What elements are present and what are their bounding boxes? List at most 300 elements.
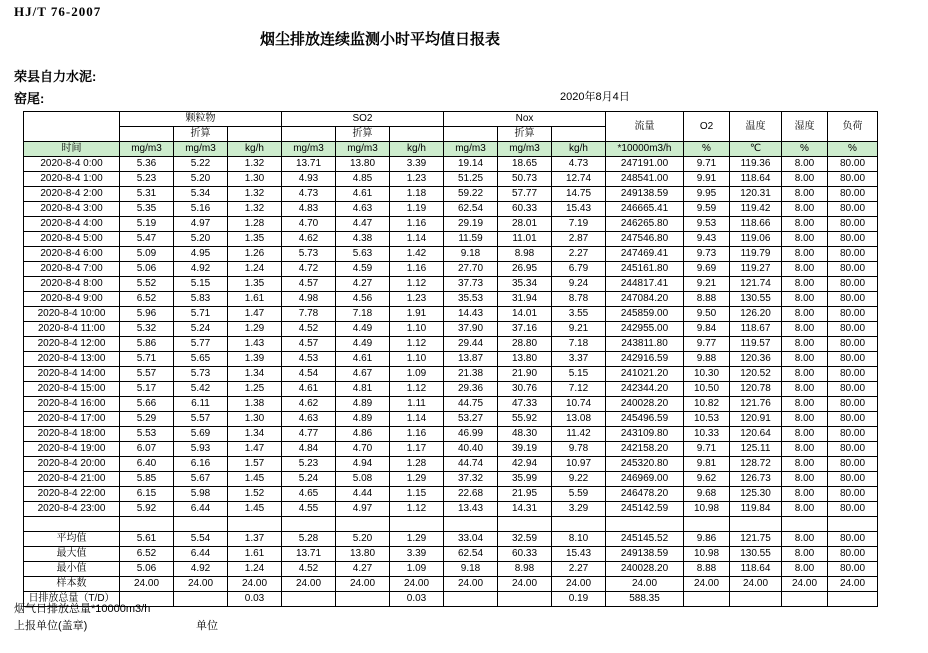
summary-cell-10: 240028.20 (606, 562, 684, 577)
summary-cell-8: 8.98 (498, 562, 552, 577)
data-cell-4: 4.57 (282, 337, 336, 352)
data-cell-5: 4.27 (336, 277, 390, 292)
data-cell-1: 5.32 (120, 322, 174, 337)
data-cell-6: 1.15 (390, 487, 444, 502)
summary-cell-1: 5.06 (120, 562, 174, 577)
data-cell-4: 4.57 (282, 277, 336, 292)
summary-cell-0: 最大值 (24, 547, 120, 562)
data-cell-9: 9.24 (552, 277, 606, 292)
data-cell-8: 55.92 (498, 412, 552, 427)
unit-humidity: % (782, 142, 828, 157)
daily-total-cell-9: 0.19 (552, 592, 606, 607)
spacer-cell-12 (730, 517, 782, 532)
data-cell-7: 29.44 (444, 337, 498, 352)
daily-total-cell-4 (282, 592, 336, 607)
table-row (24, 337, 878, 352)
table-spacer-row (24, 517, 878, 532)
data-cell-6: 1.16 (390, 427, 444, 442)
data-cell-4: 5.23 (282, 457, 336, 472)
data-cell-5: 5.63 (336, 247, 390, 262)
header-group-nox: Nox (444, 112, 606, 127)
unit-particulate-converted-mg: mg/m3 (174, 142, 228, 157)
summary-cell-10: 24.00 (606, 577, 684, 592)
summary-cell-6: 24.00 (390, 577, 444, 592)
summary-cell-14: 24.00 (828, 577, 878, 592)
data-cell-1: 5.85 (120, 472, 174, 487)
summary-cell-1: 6.52 (120, 547, 174, 562)
data-cell-8: 21.95 (498, 487, 552, 502)
data-cell-6: 1.23 (390, 292, 444, 307)
daily-total-cell-2 (174, 592, 228, 607)
data-cell-5: 4.63 (336, 202, 390, 217)
header-sub-converted-particulate: 折算 (174, 127, 228, 142)
summary-cell-7: 24.00 (444, 577, 498, 592)
header-temperature: 温度 (730, 112, 782, 142)
data-cell-1: 5.17 (120, 382, 174, 397)
table-row (24, 412, 878, 427)
data-cell-0: 2020-8-4 11:00 (24, 322, 120, 337)
data-cell-2: 4.97 (174, 217, 228, 232)
data-cell-1: 5.92 (120, 502, 174, 517)
data-cell-10: 245496.59 (606, 412, 684, 427)
unit-particulate-mg: mg/m3 (120, 142, 174, 157)
data-cell-2: 5.57 (174, 412, 228, 427)
summary-cell-0: 最小值 (24, 562, 120, 577)
data-cell-7: 19.14 (444, 157, 498, 172)
data-cell-7: 40.40 (444, 442, 498, 457)
data-cell-2: 5.98 (174, 487, 228, 502)
summary-row (24, 577, 878, 592)
data-cell-5: 4.38 (336, 232, 390, 247)
data-cell-12: 119.79 (730, 247, 782, 262)
data-cell-7: 22.68 (444, 487, 498, 502)
data-cell-3: 1.52 (228, 487, 282, 502)
data-cell-12: 126.20 (730, 307, 782, 322)
data-cell-12: 125.30 (730, 487, 782, 502)
summary-cell-1: 5.61 (120, 532, 174, 547)
data-cell-4: 5.24 (282, 472, 336, 487)
summary-cell-13: 8.00 (782, 547, 828, 562)
data-cell-3: 1.38 (228, 397, 282, 412)
data-cell-7: 35.53 (444, 292, 498, 307)
data-cell-0: 2020-8-4 6:00 (24, 247, 120, 262)
data-cell-6: 1.91 (390, 307, 444, 322)
data-cell-9: 2.27 (552, 247, 606, 262)
data-cell-14: 80.00 (828, 367, 878, 382)
emission-data-table (23, 111, 878, 607)
data-cell-0: 2020-8-4 12:00 (24, 337, 120, 352)
data-cell-3: 1.47 (228, 442, 282, 457)
data-cell-0: 2020-8-4 17:00 (24, 412, 120, 427)
header-sub-converted-nox: 折算 (498, 127, 552, 142)
summary-cell-4: 5.28 (282, 532, 336, 547)
data-cell-2: 5.69 (174, 427, 228, 442)
data-cell-3: 1.45 (228, 502, 282, 517)
data-cell-6: 1.16 (390, 217, 444, 232)
data-cell-11: 9.84 (684, 322, 730, 337)
data-cell-12: 119.42 (730, 202, 782, 217)
header-load: 负荷 (828, 112, 878, 142)
data-cell-11: 9.71 (684, 442, 730, 457)
data-cell-1: 5.96 (120, 307, 174, 322)
summary-cell-0: 平均值 (24, 532, 120, 547)
data-cell-10: 246265.80 (606, 217, 684, 232)
data-cell-8: 28.80 (498, 337, 552, 352)
data-cell-2: 5.83 (174, 292, 228, 307)
data-cell-9: 10.97 (552, 457, 606, 472)
data-cell-1: 5.71 (120, 352, 174, 367)
data-cell-8: 47.33 (498, 397, 552, 412)
data-cell-10: 247546.80 (606, 232, 684, 247)
data-cell-6: 1.11 (390, 397, 444, 412)
data-cell-5: 4.47 (336, 217, 390, 232)
data-cell-3: 1.47 (228, 307, 282, 322)
data-cell-14: 80.00 (828, 157, 878, 172)
data-cell-3: 1.35 (228, 232, 282, 247)
data-cell-13: 8.00 (782, 382, 828, 397)
data-cell-9: 9.21 (552, 322, 606, 337)
data-cell-3: 1.32 (228, 202, 282, 217)
data-cell-7: 29.36 (444, 382, 498, 397)
data-cell-5: 7.18 (336, 307, 390, 322)
data-cell-5: 4.85 (336, 172, 390, 187)
data-cell-7: 11.59 (444, 232, 498, 247)
data-cell-1: 5.19 (120, 217, 174, 232)
data-cell-11: 9.68 (684, 487, 730, 502)
footer-daily-total-note: 烟气日排放总量*10000m3/h (14, 603, 151, 615)
data-cell-6: 1.14 (390, 412, 444, 427)
summary-cell-2: 24.00 (174, 577, 228, 592)
daily-total-cell-14 (828, 592, 878, 607)
data-cell-1: 6.15 (120, 487, 174, 502)
data-cell-12: 118.66 (730, 217, 782, 232)
data-cell-2: 5.15 (174, 277, 228, 292)
data-cell-1: 6.52 (120, 292, 174, 307)
data-cell-1: 5.36 (120, 157, 174, 172)
data-cell-9: 7.18 (552, 337, 606, 352)
daily-total-cell-6: 0.03 (390, 592, 444, 607)
unit-flow: *10000m3/h (606, 142, 684, 157)
data-cell-5: 4.49 (336, 337, 390, 352)
spacer-cell-1 (120, 517, 174, 532)
data-cell-6: 1.10 (390, 322, 444, 337)
data-cell-4: 4.77 (282, 427, 336, 442)
summary-cell-4: 4.52 (282, 562, 336, 577)
summary-cell-6: 1.29 (390, 532, 444, 547)
data-cell-13: 8.00 (782, 157, 828, 172)
data-cell-14: 80.00 (828, 502, 878, 517)
data-cell-9: 15.43 (552, 202, 606, 217)
data-cell-0: 2020-8-4 3:00 (24, 202, 120, 217)
data-cell-13: 8.00 (782, 232, 828, 247)
summary-cell-7: 33.04 (444, 532, 498, 547)
data-cell-7: 44.74 (444, 457, 498, 472)
data-cell-11: 9.50 (684, 307, 730, 322)
data-cell-13: 8.00 (782, 442, 828, 457)
unit-nox-converted-mg: mg/m3 (498, 142, 552, 157)
data-cell-3: 1.26 (228, 247, 282, 262)
data-cell-3: 1.34 (228, 367, 282, 382)
data-cell-1: 5.35 (120, 202, 174, 217)
summary-cell-13: 8.00 (782, 532, 828, 547)
data-cell-12: 119.57 (730, 337, 782, 352)
header-sub-blank-4 (390, 127, 444, 142)
data-cell-6: 1.10 (390, 352, 444, 367)
data-cell-3: 1.35 (228, 277, 282, 292)
footer-reporting-unit: 上报单位(盖章) (14, 620, 88, 632)
summary-cell-7: 62.54 (444, 547, 498, 562)
data-cell-6: 1.42 (390, 247, 444, 262)
data-cell-10: 245161.80 (606, 262, 684, 277)
data-cell-7: 37.90 (444, 322, 498, 337)
data-cell-1: 6.07 (120, 442, 174, 457)
data-cell-8: 21.90 (498, 367, 552, 382)
daily-total-cell-3: 0.03 (228, 592, 282, 607)
data-cell-13: 8.00 (782, 247, 828, 262)
data-cell-5: 13.80 (336, 157, 390, 172)
summary-cell-5: 4.27 (336, 562, 390, 577)
data-cell-13: 8.00 (782, 277, 828, 292)
data-cell-8: 30.76 (498, 382, 552, 397)
table-row (24, 382, 878, 397)
data-cell-6: 1.12 (390, 502, 444, 517)
data-cell-3: 1.32 (228, 187, 282, 202)
summary-cell-8: 32.59 (498, 532, 552, 547)
data-cell-12: 120.91 (730, 412, 782, 427)
data-cell-13: 8.00 (782, 457, 828, 472)
data-cell-14: 80.00 (828, 187, 878, 202)
data-cell-12: 125.11 (730, 442, 782, 457)
summary-cell-14: 80.00 (828, 547, 878, 562)
data-cell-8: 28.01 (498, 217, 552, 232)
data-cell-7: 27.70 (444, 262, 498, 277)
spacer-cell-3 (228, 517, 282, 532)
table-body (24, 157, 878, 607)
data-cell-4: 4.61 (282, 382, 336, 397)
data-cell-1: 5.47 (120, 232, 174, 247)
data-cell-13: 8.00 (782, 352, 828, 367)
data-cell-8: 42.94 (498, 457, 552, 472)
data-cell-5: 4.49 (336, 322, 390, 337)
summary-cell-9: 15.43 (552, 547, 606, 562)
header-group-particulate: 颗粒物 (120, 112, 282, 127)
summary-cell-9: 24.00 (552, 577, 606, 592)
data-cell-10: 244817.41 (606, 277, 684, 292)
summary-cell-12: 118.64 (730, 562, 782, 577)
data-cell-7: 53.27 (444, 412, 498, 427)
data-cell-7: 46.99 (444, 427, 498, 442)
data-cell-3: 1.28 (228, 217, 282, 232)
data-cell-1: 5.66 (120, 397, 174, 412)
data-cell-14: 80.00 (828, 307, 878, 322)
table-row (24, 277, 878, 292)
data-cell-12: 119.36 (730, 157, 782, 172)
data-cell-12: 119.06 (730, 232, 782, 247)
table-header-unit-row (24, 142, 878, 157)
data-cell-11: 10.33 (684, 427, 730, 442)
footer-unit-label: 单位 (196, 620, 218, 632)
data-cell-4: 4.84 (282, 442, 336, 457)
data-cell-0: 2020-8-4 4:00 (24, 217, 120, 232)
daily-total-cell-10: 588.35 (606, 592, 684, 607)
data-cell-1: 5.86 (120, 337, 174, 352)
header-sub-blank-3 (282, 127, 336, 142)
data-cell-5: 4.44 (336, 487, 390, 502)
data-cell-0: 2020-8-4 16:00 (24, 397, 120, 412)
spacer-cell-11 (684, 517, 730, 532)
summary-cell-7: 9.18 (444, 562, 498, 577)
data-cell-13: 8.00 (782, 367, 828, 382)
header-corner-blank (24, 112, 120, 142)
spacer-cell-6 (390, 517, 444, 532)
summary-cell-3: 1.61 (228, 547, 282, 562)
header-sub-converted-so2: 折算 (336, 127, 390, 142)
data-cell-4: 4.55 (282, 502, 336, 517)
data-cell-14: 80.00 (828, 262, 878, 277)
data-cell-4: 4.83 (282, 202, 336, 217)
spacer-cell-5 (336, 517, 390, 532)
data-cell-2: 4.92 (174, 262, 228, 277)
data-cell-6: 1.29 (390, 472, 444, 487)
data-cell-9: 9.78 (552, 442, 606, 457)
data-cell-10: 245142.59 (606, 502, 684, 517)
data-cell-14: 80.00 (828, 487, 878, 502)
data-cell-4: 4.54 (282, 367, 336, 382)
table-row (24, 472, 878, 487)
table-row (24, 172, 878, 187)
data-cell-8: 37.16 (498, 322, 552, 337)
data-cell-11: 9.59 (684, 202, 730, 217)
summary-cell-6: 1.09 (390, 562, 444, 577)
data-cell-4: 4.65 (282, 487, 336, 502)
data-cell-4: 4.73 (282, 187, 336, 202)
data-cell-6: 3.39 (390, 157, 444, 172)
data-cell-11: 10.50 (684, 382, 730, 397)
unit-so2-kg: kg/h (390, 142, 444, 157)
data-cell-4: 4.98 (282, 292, 336, 307)
data-cell-10: 247469.41 (606, 247, 684, 262)
data-cell-8: 14.01 (498, 307, 552, 322)
data-cell-9: 3.55 (552, 307, 606, 322)
data-cell-9: 5.15 (552, 367, 606, 382)
spacer-cell-9 (552, 517, 606, 532)
summary-cell-13: 24.00 (782, 577, 828, 592)
data-cell-5: 4.61 (336, 187, 390, 202)
table-row (24, 307, 878, 322)
summary-cell-5: 13.80 (336, 547, 390, 562)
daily-total-cell-8 (498, 592, 552, 607)
data-cell-10: 243109.80 (606, 427, 684, 442)
data-cell-2: 5.73 (174, 367, 228, 382)
header-flow: 流量 (606, 112, 684, 142)
data-cell-6: 1.12 (390, 382, 444, 397)
daily-total-cell-13 (782, 592, 828, 607)
data-cell-12: 121.74 (730, 277, 782, 292)
data-cell-5: 4.86 (336, 427, 390, 442)
summary-cell-12: 24.00 (730, 577, 782, 592)
data-cell-8: 11.01 (498, 232, 552, 247)
data-cell-10: 241021.20 (606, 367, 684, 382)
data-cell-9: 14.75 (552, 187, 606, 202)
data-cell-13: 8.00 (782, 307, 828, 322)
data-cell-6: 1.17 (390, 442, 444, 457)
data-cell-9: 8.78 (552, 292, 606, 307)
data-cell-0: 2020-8-4 21:00 (24, 472, 120, 487)
summary-cell-9: 8.10 (552, 532, 606, 547)
data-cell-8: 50.73 (498, 172, 552, 187)
summary-cell-3: 24.00 (228, 577, 282, 592)
data-cell-3: 1.30 (228, 412, 282, 427)
table-row (24, 502, 878, 517)
data-cell-9: 7.12 (552, 382, 606, 397)
data-cell-10: 245320.80 (606, 457, 684, 472)
data-cell-10: 246665.41 (606, 202, 684, 217)
data-cell-5: 4.61 (336, 352, 390, 367)
table-row (24, 427, 878, 442)
data-cell-3: 1.39 (228, 352, 282, 367)
unit-nox-mg: mg/m3 (444, 142, 498, 157)
summary-cell-5: 5.20 (336, 532, 390, 547)
data-cell-6: 1.28 (390, 457, 444, 472)
data-cell-8: 39.19 (498, 442, 552, 457)
data-cell-5: 4.94 (336, 457, 390, 472)
data-cell-12: 120.78 (730, 382, 782, 397)
unit-particulate-kg: kg/h (228, 142, 282, 157)
unit-so2-mg: mg/m3 (282, 142, 336, 157)
data-cell-12: 128.72 (730, 457, 782, 472)
data-cell-2: 6.11 (174, 397, 228, 412)
data-cell-12: 120.31 (730, 187, 782, 202)
data-cell-2: 6.44 (174, 502, 228, 517)
data-cell-13: 8.00 (782, 427, 828, 442)
data-cell-8: 57.77 (498, 187, 552, 202)
data-cell-5: 5.08 (336, 472, 390, 487)
data-cell-3: 1.29 (228, 322, 282, 337)
data-cell-5: 4.59 (336, 262, 390, 277)
data-cell-3: 1.32 (228, 157, 282, 172)
data-cell-10: 243811.80 (606, 337, 684, 352)
table-row (24, 487, 878, 502)
data-cell-9: 10.74 (552, 397, 606, 412)
header-sub-blank-6 (552, 127, 606, 142)
data-cell-9: 4.73 (552, 157, 606, 172)
summary-cell-2: 5.54 (174, 532, 228, 547)
data-cell-8: 35.34 (498, 277, 552, 292)
data-cell-12: 130.55 (730, 292, 782, 307)
data-cell-11: 9.43 (684, 232, 730, 247)
data-cell-6: 1.16 (390, 262, 444, 277)
data-cell-14: 80.00 (828, 247, 878, 262)
data-cell-10: 245859.00 (606, 307, 684, 322)
data-cell-11: 10.82 (684, 397, 730, 412)
data-cell-7: 44.75 (444, 397, 498, 412)
data-cell-2: 6.16 (174, 457, 228, 472)
data-cell-0: 2020-8-4 23:00 (24, 502, 120, 517)
data-cell-14: 80.00 (828, 472, 878, 487)
data-cell-10: 242955.00 (606, 322, 684, 337)
data-cell-6: 1.23 (390, 172, 444, 187)
summary-cell-9: 2.27 (552, 562, 606, 577)
summary-cell-2: 6.44 (174, 547, 228, 562)
summary-cell-11: 8.88 (684, 562, 730, 577)
data-cell-10: 242158.20 (606, 442, 684, 457)
table-row (24, 202, 878, 217)
spacer-cell-0 (24, 517, 120, 532)
data-cell-13: 8.00 (782, 262, 828, 277)
data-cell-9: 6.79 (552, 262, 606, 277)
data-cell-12: 126.73 (730, 472, 782, 487)
summary-cell-2: 4.92 (174, 562, 228, 577)
